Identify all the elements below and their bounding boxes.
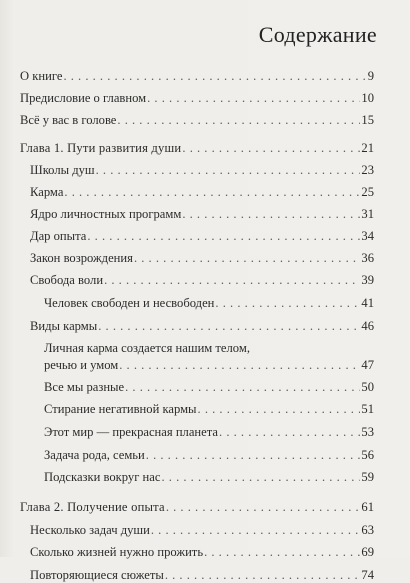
dot-leader [87,228,360,244]
toc-entry-label: Человек свободен и несвободен [44,296,215,310]
toc-entry-label: Виды кармы [30,319,98,333]
dot-leader [166,499,361,515]
toc-entry-label: Задача рода, семьи [44,448,145,462]
toc-chapter-label: Глава 2. Получение опыта [20,500,165,514]
dot-leader [165,567,361,583]
toc-page-number: 21 [361,141,374,155]
toc-entry-hints-around[interactable] [44,469,374,485]
toc-entry-label: Карма [30,185,64,199]
toc-page-number: 25 [361,185,374,199]
toc-entry-label: Дар опыта [30,229,87,243]
toc-entry-label: О книге [20,69,63,83]
toc-page-number: 39 [361,273,374,287]
toc-entry-label: Ядро личностных программ [30,207,182,221]
toc-page-number: 59 [361,470,374,484]
toc-page-number: 34 [361,229,374,243]
toc-entry-karma[interactable] [30,184,374,200]
toc-entry-free-and-not-free[interactable] [44,295,374,311]
toc-page-number: 41 [361,296,374,310]
toc-entry-label: Всё у вас в голове [20,113,117,127]
toc-page-number: 36 [361,251,374,265]
dot-leader [215,295,360,311]
toc-page-number: 9 [367,69,374,83]
toc-page-number: 53 [361,425,374,439]
toc-entry-all-different[interactable] [44,379,374,395]
toc-page-number: 74 [361,568,374,582]
toc-chapter-label: Глава 1. Пути развития души [20,141,182,155]
dot-leader [98,318,360,334]
toc-entry-label: Стирание негативной кармы [44,402,197,416]
toc-entry-erasing-negative-karma[interactable] [44,401,374,417]
toc-entry-gift-of-experience[interactable] [30,228,374,244]
dot-leader [117,112,360,128]
toc-entry-label: Сколько жизней нужно прожить [30,545,204,559]
toc-entry-label: Все мы разные [44,380,125,394]
toc-page-number: 50 [361,380,374,394]
dot-leader [161,469,360,485]
toc-entry-free-will[interactable] [30,272,374,288]
toc-entry-label: Этот мир — прекрасная планета [44,425,219,439]
toc-entry-label: Предисловие о главном [20,91,147,105]
toc-chapter-1[interactable] [20,140,374,156]
dot-leader [204,544,360,560]
dot-leader [96,162,361,178]
dot-leader [146,447,361,463]
dot-leader [198,401,361,417]
toc-entry-label: Свобода воли [30,273,104,287]
toc-chapter-2[interactable] [20,499,374,515]
toc-page-number: 63 [361,523,374,537]
toc-entry-law-of-rebirth[interactable] [30,250,374,266]
toc-entry-soul-tasks[interactable] [30,522,374,538]
dot-leader [219,424,360,440]
dot-leader [64,184,360,200]
toc-entry-label: Повторяющиеся сюжеты [30,568,164,582]
toc-page-number: 31 [361,207,374,221]
toc-page-number: 56 [361,448,374,462]
toc-entry-personal-karma-line1[interactable]: Личная карма создается нашим телом, [44,341,250,355]
dot-leader [63,68,366,84]
toc-entry-personal-karma[interactable] [44,357,374,373]
toc-page-number: 23 [361,163,374,177]
toc-entry-family-task[interactable] [44,447,374,463]
page-title: Содержание [258,22,377,47]
toc-page-number: 10 [361,91,374,105]
dot-leader [151,522,361,538]
toc-entry-beautiful-planet[interactable] [44,424,374,440]
toc-entry-preface[interactable] [20,90,374,106]
toc-page-number: 69 [361,545,374,559]
toc-entry-about-book[interactable] [20,68,374,84]
toc-entry-core-programs[interactable] [30,206,374,222]
toc-entry-all-in-head[interactable] [20,112,374,128]
dot-leader [119,357,360,373]
toc-page-number: 47 [361,358,374,372]
toc-entry-how-many-lives[interactable] [30,544,374,560]
dot-leader [182,206,360,222]
toc-entry-types-of-karma[interactable] [30,318,374,334]
dot-leader [182,140,360,156]
dot-leader [104,272,360,288]
dot-leader [147,90,360,106]
toc-entry-label: Подсказки вокруг нас [44,470,161,484]
toc-entry-schools-of-souls[interactable] [30,162,374,178]
toc-page-number: 15 [361,113,374,127]
toc-entry-label: Закон возрождения [30,251,133,265]
toc-entry-label: Несколько задач души [30,523,150,537]
dot-leader [134,250,360,266]
toc-page-number: 46 [361,319,374,333]
toc-entry-repeating-plots[interactable] [30,567,374,583]
toc-entry-label: речью и умом [44,358,119,372]
toc-entry-label: Школы душ [30,163,95,177]
dot-leader [125,379,360,395]
toc-page-number: 61 [361,500,374,514]
toc-page-number: 51 [361,402,374,416]
